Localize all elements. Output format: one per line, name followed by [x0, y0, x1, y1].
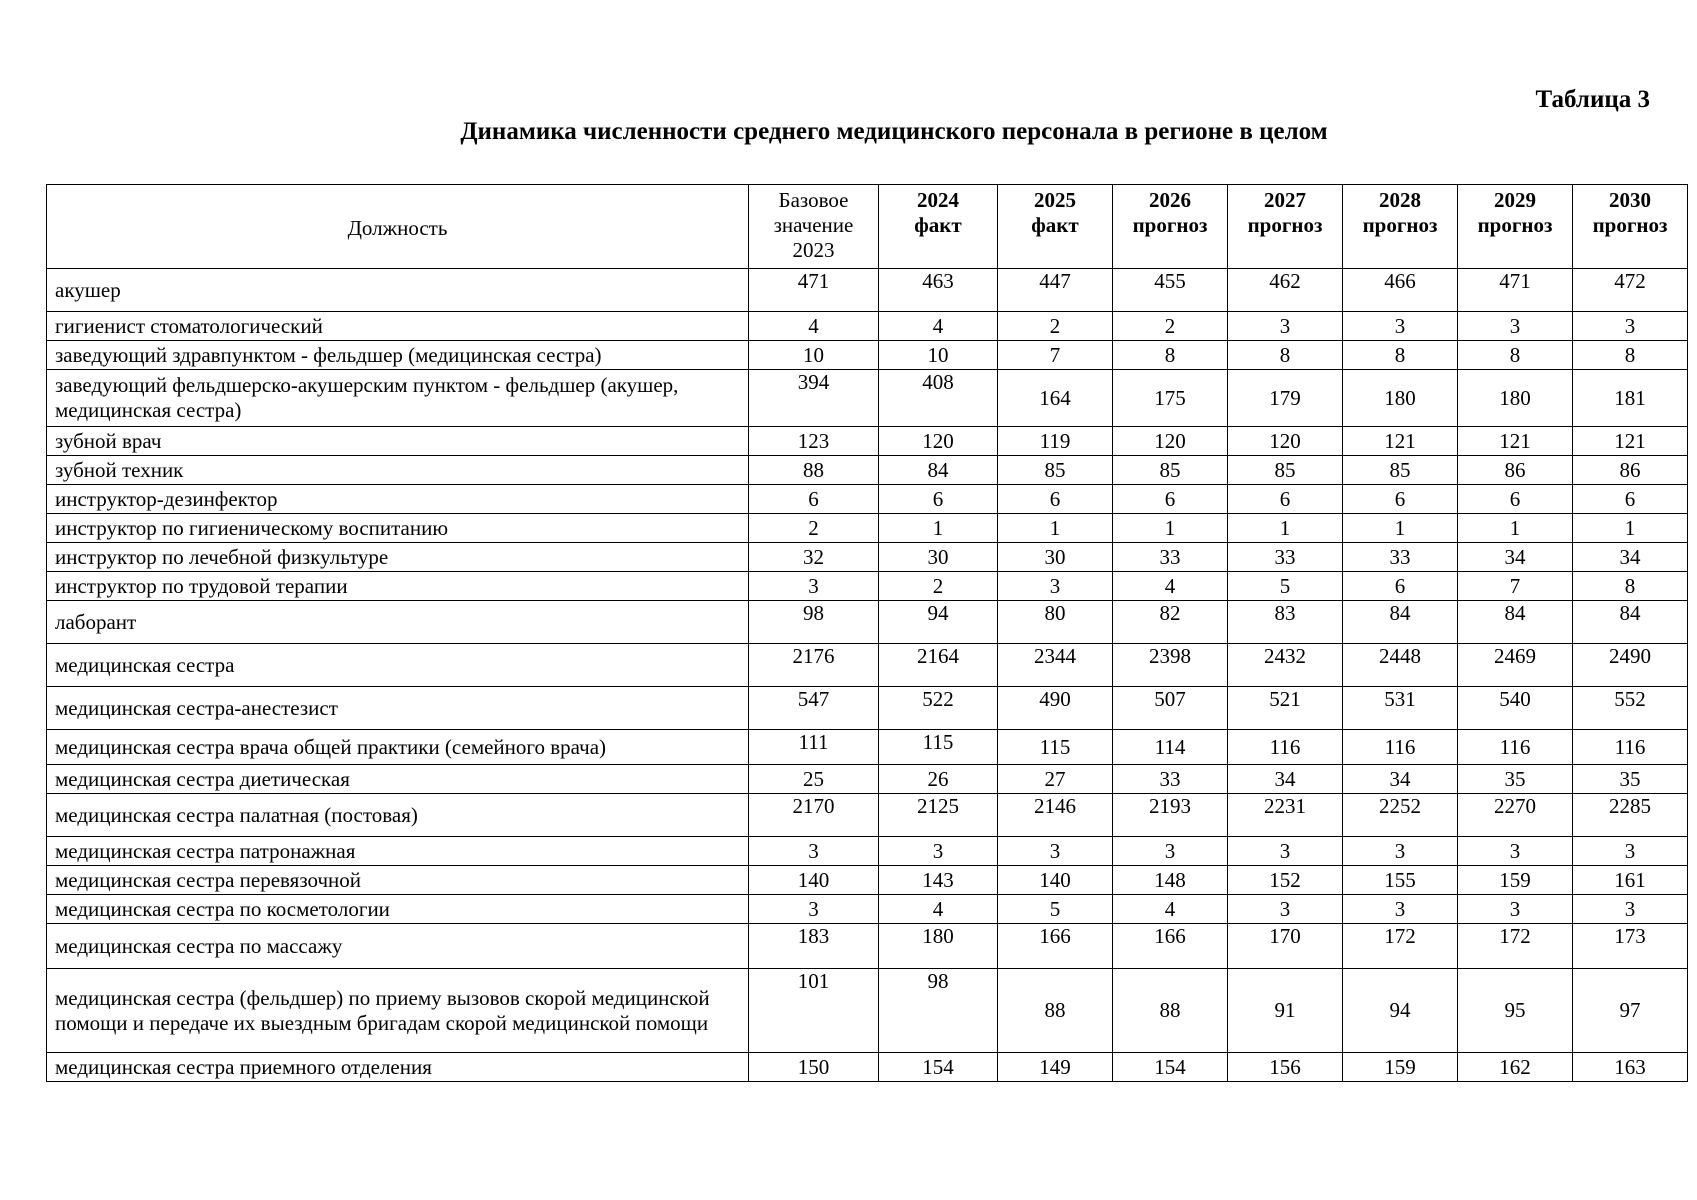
value-cell: 35: [1458, 765, 1573, 794]
value-cell: 34: [1343, 765, 1458, 794]
value-cell: 161: [1573, 866, 1688, 895]
value-cell: 6: [1343, 572, 1458, 601]
table-row: [47, 269, 1688, 312]
value-cell: 179: [1228, 370, 1343, 427]
value-cell: 173: [1573, 924, 1688, 969]
value-cell: 547: [749, 687, 879, 730]
value-cell: 3: [1573, 837, 1688, 866]
value-cell: 5: [998, 895, 1113, 924]
value-cell: 8: [1343, 341, 1458, 370]
value-cell: 394: [749, 370, 879, 427]
value-cell: 2164: [879, 644, 998, 687]
value-cell: 116: [1573, 730, 1688, 765]
value-cell: 27: [998, 765, 1113, 794]
year-kind-label: прогноз: [1362, 213, 1438, 237]
table-row: [47, 485, 1688, 514]
staff-dynamics-table: [46, 184, 1688, 1082]
value-cell: 552: [1573, 687, 1688, 730]
value-cell: 116: [1458, 730, 1573, 765]
year-label: 2025: [1034, 188, 1076, 212]
column-header-2028: [1343, 185, 1458, 269]
position-cell: медицинская сестра (фельдшер) по приему вызовов скорой медицинской помощи и передаче их выездным бригадам скорой медицинской помощи: [47, 969, 749, 1053]
value-cell: 1: [1228, 514, 1343, 543]
value-cell: 152: [1228, 866, 1343, 895]
value-cell: 1: [1458, 514, 1573, 543]
value-cell: 91: [1228, 969, 1343, 1053]
value-cell: 26: [879, 765, 998, 794]
value-cell: 8: [1573, 572, 1688, 601]
value-cell: 521: [1228, 687, 1343, 730]
value-cell: 3: [1458, 837, 1573, 866]
value-cell: 2: [998, 312, 1113, 341]
value-cell: 7: [998, 341, 1113, 370]
table-row: [47, 543, 1688, 572]
value-cell: 159: [1343, 1053, 1458, 1082]
value-cell: 2193: [1113, 794, 1228, 837]
value-cell: 148: [1113, 866, 1228, 895]
value-cell: 98: [879, 969, 998, 1053]
table-row: [47, 312, 1688, 341]
value-cell: 2146: [998, 794, 1113, 837]
value-cell: 82: [1113, 601, 1228, 644]
value-cell: 121: [1573, 427, 1688, 456]
value-cell: 3: [749, 895, 879, 924]
value-cell: 2: [879, 572, 998, 601]
value-cell: 115: [998, 730, 1113, 765]
year-label: 2029: [1494, 188, 1536, 212]
year-label: 2027: [1264, 188, 1306, 212]
value-cell: 97: [1573, 969, 1688, 1053]
value-cell: 32: [749, 543, 879, 572]
position-cell: медицинская сестра диетическая: [47, 765, 749, 794]
value-cell: 6: [879, 485, 998, 514]
value-cell: 143: [879, 866, 998, 895]
value-cell: 8: [1113, 341, 1228, 370]
value-cell: 2252: [1343, 794, 1458, 837]
value-cell: 3: [1228, 837, 1343, 866]
table-row: [47, 837, 1688, 866]
value-cell: 2448: [1343, 644, 1458, 687]
value-cell: 447: [998, 269, 1113, 312]
value-cell: 3: [998, 837, 1113, 866]
value-cell: 181: [1573, 370, 1688, 427]
value-cell: 2469: [1458, 644, 1573, 687]
value-cell: 30: [879, 543, 998, 572]
table-body: [47, 269, 1688, 1082]
document-title: Динамика численности среднего медицинского персонала в регионе в целом: [460, 118, 1328, 145]
value-cell: 114: [1113, 730, 1228, 765]
column-header-2026: [1113, 185, 1228, 269]
value-cell: 115: [879, 730, 998, 765]
position-cell: инструктор по лечебной физкультуре: [47, 543, 749, 572]
position-cell: гигиенист стоматологический: [47, 312, 749, 341]
value-cell: 455: [1113, 269, 1228, 312]
value-cell: 94: [1343, 969, 1458, 1053]
value-cell: 84: [1458, 601, 1573, 644]
value-cell: 162: [1458, 1053, 1573, 1082]
column-header-2029: [1458, 185, 1573, 269]
value-cell: 10: [879, 341, 998, 370]
value-cell: 154: [1113, 1053, 1228, 1082]
base-header-line: значение: [773, 213, 854, 237]
position-cell: инструктор-дезинфектор: [47, 485, 749, 514]
table-row: [47, 765, 1688, 794]
value-cell: 170: [1228, 924, 1343, 969]
value-cell: 85: [1343, 456, 1458, 485]
value-cell: 88: [998, 969, 1113, 1053]
table-row: [47, 427, 1688, 456]
value-cell: 86: [1573, 456, 1688, 485]
position-cell: акушер: [47, 269, 749, 312]
value-cell: 33: [1228, 543, 1343, 572]
value-cell: 466: [1343, 269, 1458, 312]
year-kind-label: прогноз: [1132, 213, 1208, 237]
column-header-2027: [1228, 185, 1343, 269]
value-cell: 540: [1458, 687, 1573, 730]
value-cell: 472: [1573, 269, 1688, 312]
value-cell: 154: [879, 1053, 998, 1082]
value-cell: 6: [1113, 485, 1228, 514]
value-cell: 119: [998, 427, 1113, 456]
value-cell: 120: [1228, 427, 1343, 456]
value-cell: 84: [879, 456, 998, 485]
value-cell: 522: [879, 687, 998, 730]
year-kind-label: факт: [1031, 213, 1079, 237]
value-cell: 166: [1113, 924, 1228, 969]
value-cell: 1: [998, 514, 1113, 543]
value-cell: 183: [749, 924, 879, 969]
value-cell: 10: [749, 341, 879, 370]
table-row: [47, 514, 1688, 543]
position-cell: зубной техник: [47, 456, 749, 485]
value-cell: 25: [749, 765, 879, 794]
value-cell: 33: [1343, 543, 1458, 572]
position-cell: медицинская сестра врача общей практики (семейного врача): [47, 730, 749, 765]
table-row: [47, 924, 1688, 969]
value-cell: 156: [1228, 1053, 1343, 1082]
position-cell: медицинская сестра палатная (постовая): [47, 794, 749, 837]
value-cell: 2398: [1113, 644, 1228, 687]
value-cell: 101: [749, 969, 879, 1053]
value-cell: 140: [749, 866, 879, 895]
value-cell: 8: [1228, 341, 1343, 370]
value-cell: 4: [1113, 895, 1228, 924]
value-cell: 8: [1573, 341, 1688, 370]
base-header-line: 2023: [792, 238, 835, 262]
position-cell: медицинская сестра приемного отделения: [47, 1053, 749, 1082]
column-header-position: Должность: [47, 185, 749, 269]
value-cell: 85: [1228, 456, 1343, 485]
value-cell: 2432: [1228, 644, 1343, 687]
value-cell: 2344: [998, 644, 1113, 687]
value-cell: 180: [1343, 370, 1458, 427]
year-kind-label: факт: [914, 213, 962, 237]
table-row: [47, 687, 1688, 730]
value-cell: 6: [998, 485, 1113, 514]
value-cell: 95: [1458, 969, 1573, 1053]
position-cell: медицинская сестра по косметологии: [47, 895, 749, 924]
value-cell: 2: [749, 514, 879, 543]
value-cell: 150: [749, 1053, 879, 1082]
position-cell: инструктор по гигиеническому воспитанию: [47, 514, 749, 543]
value-cell: 86: [1458, 456, 1573, 485]
value-cell: 1: [1113, 514, 1228, 543]
value-cell: 3: [1573, 312, 1688, 341]
value-cell: 3: [749, 572, 879, 601]
value-cell: 462: [1228, 269, 1343, 312]
value-cell: 2270: [1458, 794, 1573, 837]
table-row: [47, 644, 1688, 687]
value-cell: 98: [749, 601, 879, 644]
value-cell: 33: [1113, 543, 1228, 572]
value-cell: 34: [1573, 543, 1688, 572]
value-cell: 30: [998, 543, 1113, 572]
value-cell: 140: [998, 866, 1113, 895]
column-header-2024: [879, 185, 998, 269]
value-cell: 175: [1113, 370, 1228, 427]
value-cell: 463: [879, 269, 998, 312]
year-kind-label: прогноз: [1247, 213, 1323, 237]
value-cell: 3: [1458, 312, 1573, 341]
value-cell: 490: [998, 687, 1113, 730]
position-cell: лаборант: [47, 601, 749, 644]
value-cell: 1: [1573, 514, 1688, 543]
value-cell: 80: [998, 601, 1113, 644]
value-cell: 83: [1228, 601, 1343, 644]
value-cell: 3: [1228, 312, 1343, 341]
value-cell: 3: [1343, 895, 1458, 924]
value-cell: 116: [1343, 730, 1458, 765]
value-cell: 6: [1228, 485, 1343, 514]
value-cell: 172: [1343, 924, 1458, 969]
value-cell: 2125: [879, 794, 998, 837]
value-cell: 116: [1228, 730, 1343, 765]
value-cell: 3: [1458, 895, 1573, 924]
value-cell: 471: [1458, 269, 1573, 312]
value-cell: 88: [749, 456, 879, 485]
value-cell: 34: [1228, 765, 1343, 794]
value-cell: 3: [1228, 895, 1343, 924]
value-cell: 120: [879, 427, 998, 456]
value-cell: 1: [1343, 514, 1458, 543]
value-cell: 3: [1113, 837, 1228, 866]
value-cell: 121: [1343, 427, 1458, 456]
value-cell: 6: [1458, 485, 1573, 514]
value-cell: 85: [1113, 456, 1228, 485]
value-cell: 4: [879, 895, 998, 924]
value-cell: 3: [1343, 312, 1458, 341]
column-header-base-value: [749, 185, 879, 269]
value-cell: 6: [1573, 485, 1688, 514]
table-row: [47, 1053, 1688, 1082]
value-cell: 7: [1458, 572, 1573, 601]
position-cell: заведующий фельдшерско-акушерским пунктом - фельдшер (акушер, медицинская сестра): [47, 370, 749, 427]
value-cell: 84: [1573, 601, 1688, 644]
value-cell: 149: [998, 1053, 1113, 1082]
value-cell: 166: [998, 924, 1113, 969]
position-cell: заведующий здравпунктом - фельдшер (медицинская сестра): [47, 341, 749, 370]
value-cell: 155: [1343, 866, 1458, 895]
value-cell: 163: [1573, 1053, 1688, 1082]
table-row: [47, 341, 1688, 370]
table-row: [47, 456, 1688, 485]
table-row: [47, 572, 1688, 601]
value-cell: 2: [1113, 312, 1228, 341]
value-cell: 120: [1113, 427, 1228, 456]
value-cell: 3: [998, 572, 1113, 601]
position-cell: медицинская сестра-анестезист: [47, 687, 749, 730]
year-label: 2024: [917, 188, 959, 212]
value-cell: 164: [998, 370, 1113, 427]
position-cell: медицинская сестра патронажная: [47, 837, 749, 866]
value-cell: 123: [749, 427, 879, 456]
value-cell: 8: [1458, 341, 1573, 370]
year-kind-label: прогноз: [1592, 213, 1668, 237]
year-label: 2030: [1609, 188, 1651, 212]
year-kind-label: прогноз: [1477, 213, 1553, 237]
base-header-line: Базовое: [778, 188, 849, 212]
value-cell: 2176: [749, 644, 879, 687]
value-cell: 6: [749, 485, 879, 514]
table-number-label: Таблица 3: [1535, 86, 1650, 113]
position-cell: медицинская сестра по массажу: [47, 924, 749, 969]
value-cell: 1: [879, 514, 998, 543]
value-cell: 33: [1113, 765, 1228, 794]
value-cell: 2285: [1573, 794, 1688, 837]
value-cell: 34: [1458, 543, 1573, 572]
column-header-2025: [998, 185, 1113, 269]
table-row: [47, 730, 1688, 765]
table-row: [47, 794, 1688, 837]
value-cell: 88: [1113, 969, 1228, 1053]
position-cell: медицинская сестра: [47, 644, 749, 687]
position-cell: медицинская сестра перевязочной: [47, 866, 749, 895]
table-row: [47, 866, 1688, 895]
value-cell: 121: [1458, 427, 1573, 456]
position-cell: зубной врач: [47, 427, 749, 456]
year-label: 2028: [1379, 188, 1421, 212]
table-header-row: [47, 185, 1688, 269]
value-cell: 111: [749, 730, 879, 765]
value-cell: 2490: [1573, 644, 1688, 687]
table-row: [47, 601, 1688, 644]
value-cell: 35: [1573, 765, 1688, 794]
value-cell: 2231: [1228, 794, 1343, 837]
value-cell: 408: [879, 370, 998, 427]
year-label: 2026: [1149, 188, 1191, 212]
value-cell: 3: [879, 837, 998, 866]
value-cell: 3: [1573, 895, 1688, 924]
column-header-2030: [1573, 185, 1688, 269]
value-cell: 180: [879, 924, 998, 969]
value-cell: 507: [1113, 687, 1228, 730]
value-cell: 531: [1343, 687, 1458, 730]
table-row: [47, 969, 1688, 1053]
value-cell: 4: [1113, 572, 1228, 601]
value-cell: 4: [879, 312, 998, 341]
value-cell: 3: [1343, 837, 1458, 866]
value-cell: 94: [879, 601, 998, 644]
value-cell: 85: [998, 456, 1113, 485]
value-cell: 471: [749, 269, 879, 312]
position-cell: инструктор по трудовой терапии: [47, 572, 749, 601]
table-row: [47, 895, 1688, 924]
value-cell: 5: [1228, 572, 1343, 601]
value-cell: 180: [1458, 370, 1573, 427]
value-cell: 6: [1343, 485, 1458, 514]
value-cell: 3: [749, 837, 879, 866]
value-cell: 84: [1343, 601, 1458, 644]
value-cell: 159: [1458, 866, 1573, 895]
value-cell: 4: [749, 312, 879, 341]
table-row: [47, 370, 1688, 427]
value-cell: 2170: [749, 794, 879, 837]
value-cell: 172: [1458, 924, 1573, 969]
